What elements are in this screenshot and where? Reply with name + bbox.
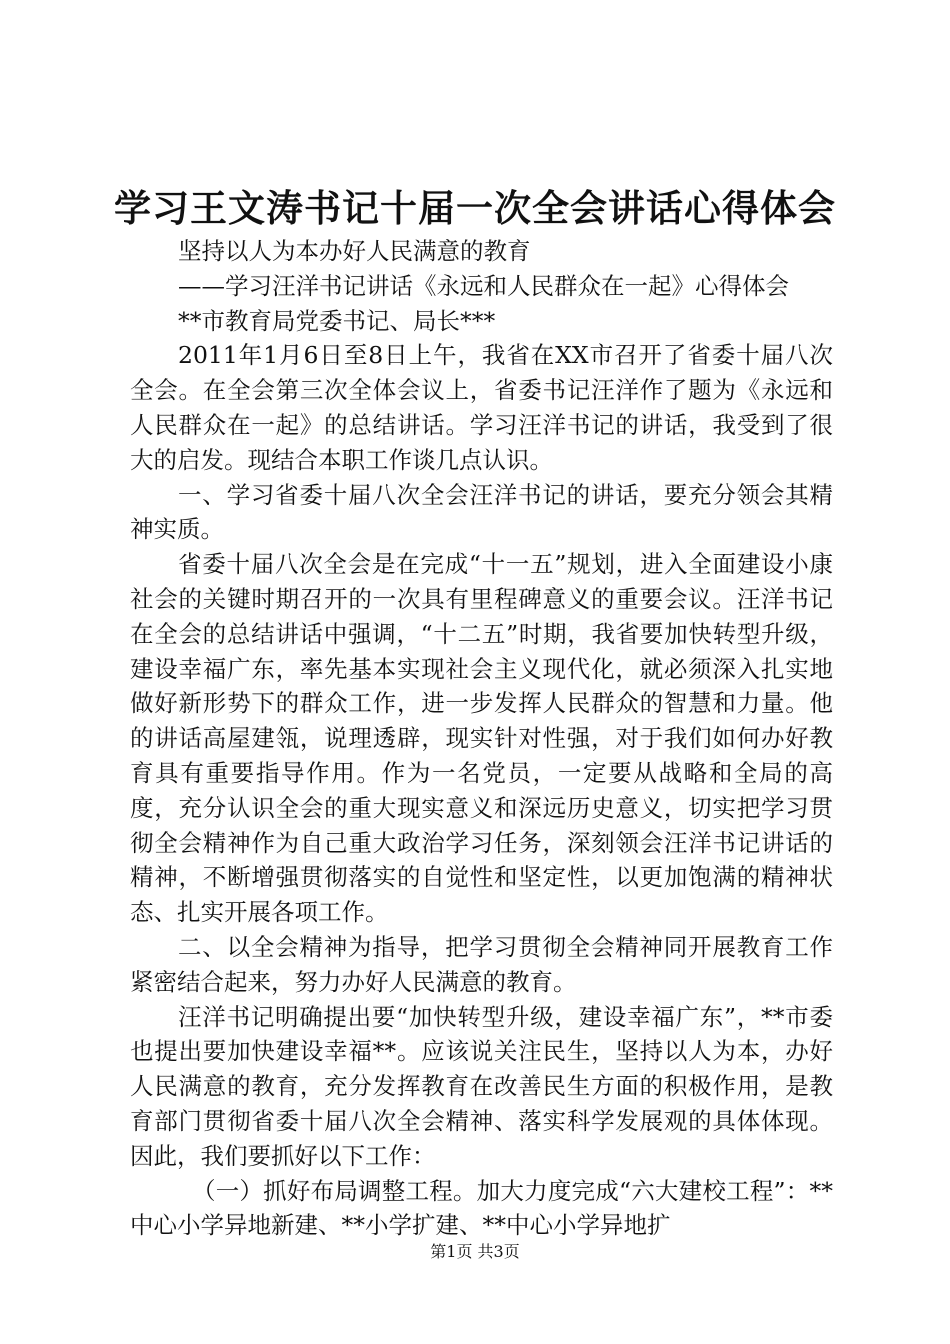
body-paragraph: 省委十届八次全会是在完成“十一五”规划，进入全面建设小康社会的关键时期召开的一次具有里程碑意义的重要会议。汪洋书记在全会的总结讲话中强调，“十二五”时期，我省要加快转型升级，建设幸福广东，率先基本实现社会主义现代化，就必须深入扎实地做好新形势下的群众工作，进一步发挥人民群众的智慧和力量。他的讲话高屋建瓴，说理透辟，现实针对性强，对于我们如何办好教育具有重要指导作用。作为一名党员，一定要从战略和全局的高度，充分认识全会的重大现实意义和深远历史意义，切实把学习贯彻全会精神作为自己重大政治学习任务，深刻领会汪洋书记讲话的精神，不断增强贯彻落实的自觉性和坚定性，以更加饱满的精神状态、扎实开展各项工作。 bbox=[130, 550, 833, 927]
document-title: 学习王文涛书记十届一次全会讲话心得体会 bbox=[114, 187, 836, 230]
body-paragraph: 汪洋书记明确提出要“加快转型升级，建设幸福广东”，**市委也提出要加快建设幸福**。应该说关注民生，坚持以人为本，办好人民满意的教育，充分发挥教育在改善民生方面的积极作用，是教育部门贯彻省委十届八次全会精神、落实科学发展观的具体体现。因此，我们要抓好以下工作： bbox=[130, 1002, 833, 1170]
section-heading: 二、以全会精神为指导，把学习贯彻全会精神同开展教育工作紧密结合起来，努力办好人民满意的教育。 bbox=[130, 932, 833, 996]
page-footer: 第1页 共3页 bbox=[430, 1242, 520, 1261]
section-heading: 一、学习省委十届八次全会汪洋书记的讲话，要充分领会其精神实质。 bbox=[130, 480, 833, 544]
subtitle-line: ——学习汪洋书记讲话《永远和人民群众在一起》心得体会 bbox=[178, 271, 789, 300]
body-paragraph: 2011年1月6日至8日上午，我省在XX市召开了省委十届八次全会。在全会第三次全体会议上，省委书记汪洋作了题为《永远和人民群众在一起》的总结讲话。学习汪洋书记的讲话，我受到了很大的启发。现结合本职工作谈几点认识。 bbox=[130, 341, 833, 474]
sub-item-paragraph: （一）抓好布局调整工程。加大力度完成“六大建校工程”：**中心小学异地新建、**小学扩建、**中心小学异地扩 bbox=[130, 1176, 833, 1240]
author-line: **市教育局党委书记、局长*** bbox=[178, 306, 496, 335]
subtitle-line: 坚持以人为本办好人民满意的教育 bbox=[178, 237, 531, 265]
document-body bbox=[130, 234, 833, 1243]
